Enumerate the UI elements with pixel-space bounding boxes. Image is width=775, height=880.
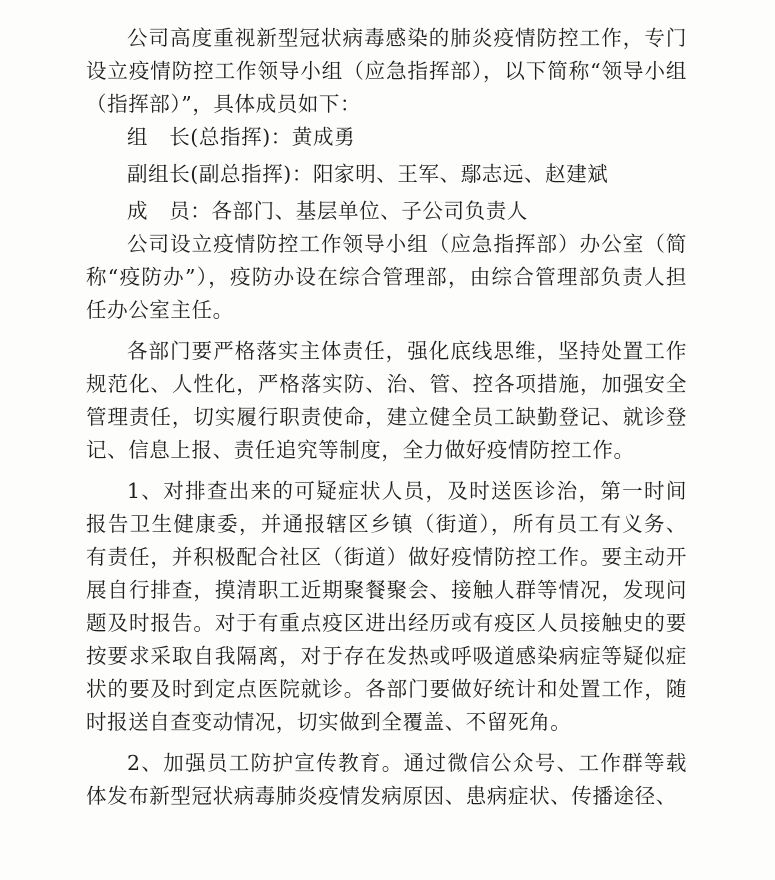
office-paragraph: 公司设立疫情防控工作领导小组（应急指挥部）办公室（简称“疫防办”），疫防办设在综合管理部，由综合管理部负责人担任办公室主任。 xyxy=(86,232,687,322)
deputy-leader-line: 副组长(副总指挥)：阳家明、王军、鄢志远、赵建斌 xyxy=(127,162,609,186)
item-2-paragraph: 2、加强员工防护宣传教育。通过微信公众号、工作群等载体发布新型冠状病毒肺炎疫情发病原因、患病症状、传播途径、 xyxy=(86,751,687,808)
members-line: 成 员：各部门、基层单位、子公司负责人 xyxy=(127,199,528,223)
item-1-paragraph: 1、对排查出来的可疑症状人员，及时送医诊治，第一时间报告卫生健康委，并通报辖区乡镇（街道），所有员工有义务、有责任，并积极配合社区（街道）做好疫情防控工作。要主动开展自行排查，摸清职工近期聚餐聚会、接触人群等情况，发现问题及时报告。对于有重点疫区进出经历或有疫区人员接触史的要按要求采取自我隔离，对于存在发热或呼吸道感染病症等疑似症状的要及时到定点医院就诊。各部门要做好统计和处置工作，随时报送自查变动情况，切实做到全覆盖、不留死角。 xyxy=(86,479,687,734)
leader-line: 组 长(总指挥)：黄成勇 xyxy=(127,125,356,149)
intro-paragraph: 公司高度重视新型冠状病毒感染的肺炎疫情防控工作，专门设立疫情防控工作领导小组（应急指挥部），以下简称“领导小组（指挥部）”，具体成员如下： xyxy=(86,26,687,116)
responsibility-paragraph: 各部门要严格落实主体责任，强化底线思维，坚持处置工作规范化、人性化，严格落实防、治、管、控各项措施，加强安全管理责任，切实履行职责使命，建立健全员工缺勤登记、就诊登记、信息上报、责任追究等制度，全力做好疫情防控工作。 xyxy=(86,339,687,462)
